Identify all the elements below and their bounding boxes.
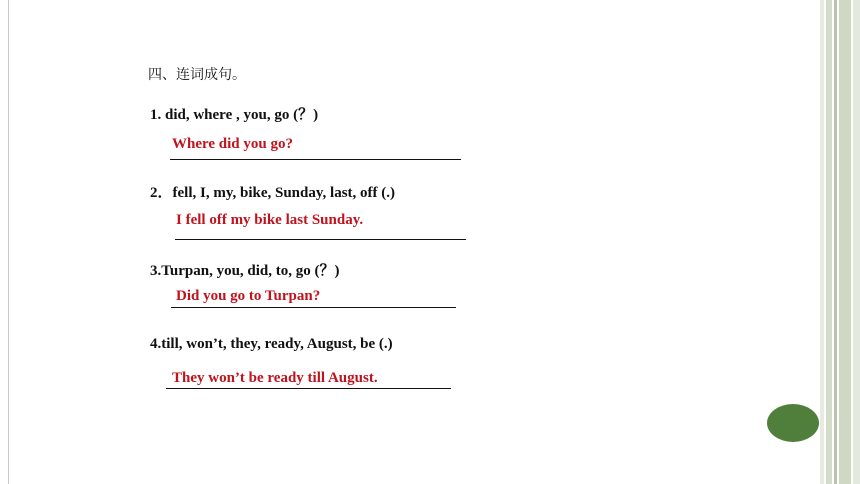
section-heading: 四、连词成句。: [148, 67, 246, 83]
question-4-answer: They won’t be ready till August.: [172, 370, 378, 386]
question-2-answer: I fell off my bike last Sunday.: [176, 212, 364, 228]
question-3-prompt: 3.Turpan, you, did, to, go (？): [150, 263, 340, 279]
question-2-underline: [175, 239, 466, 240]
question-3-answer: Did you go to Turpan?: [176, 288, 321, 304]
question-1-prompt: 1. did, where , you, go (？): [150, 107, 319, 123]
green-circle-icon[interactable]: [767, 404, 819, 442]
question-1-answer: Where did you go?: [172, 136, 293, 152]
question-2-prompt: 2．fell, I, my, bike, Sunday, last, off (.): [150, 185, 396, 201]
question-1-underline: [170, 159, 461, 160]
question-4-underline: [166, 388, 451, 389]
right-decorative-border: [820, 0, 860, 484]
question-4-prompt: 4.till, won’t, they, ready, August, be (.): [150, 336, 393, 352]
left-border: [8, 0, 9, 484]
question-3-underline: [171, 307, 456, 308]
